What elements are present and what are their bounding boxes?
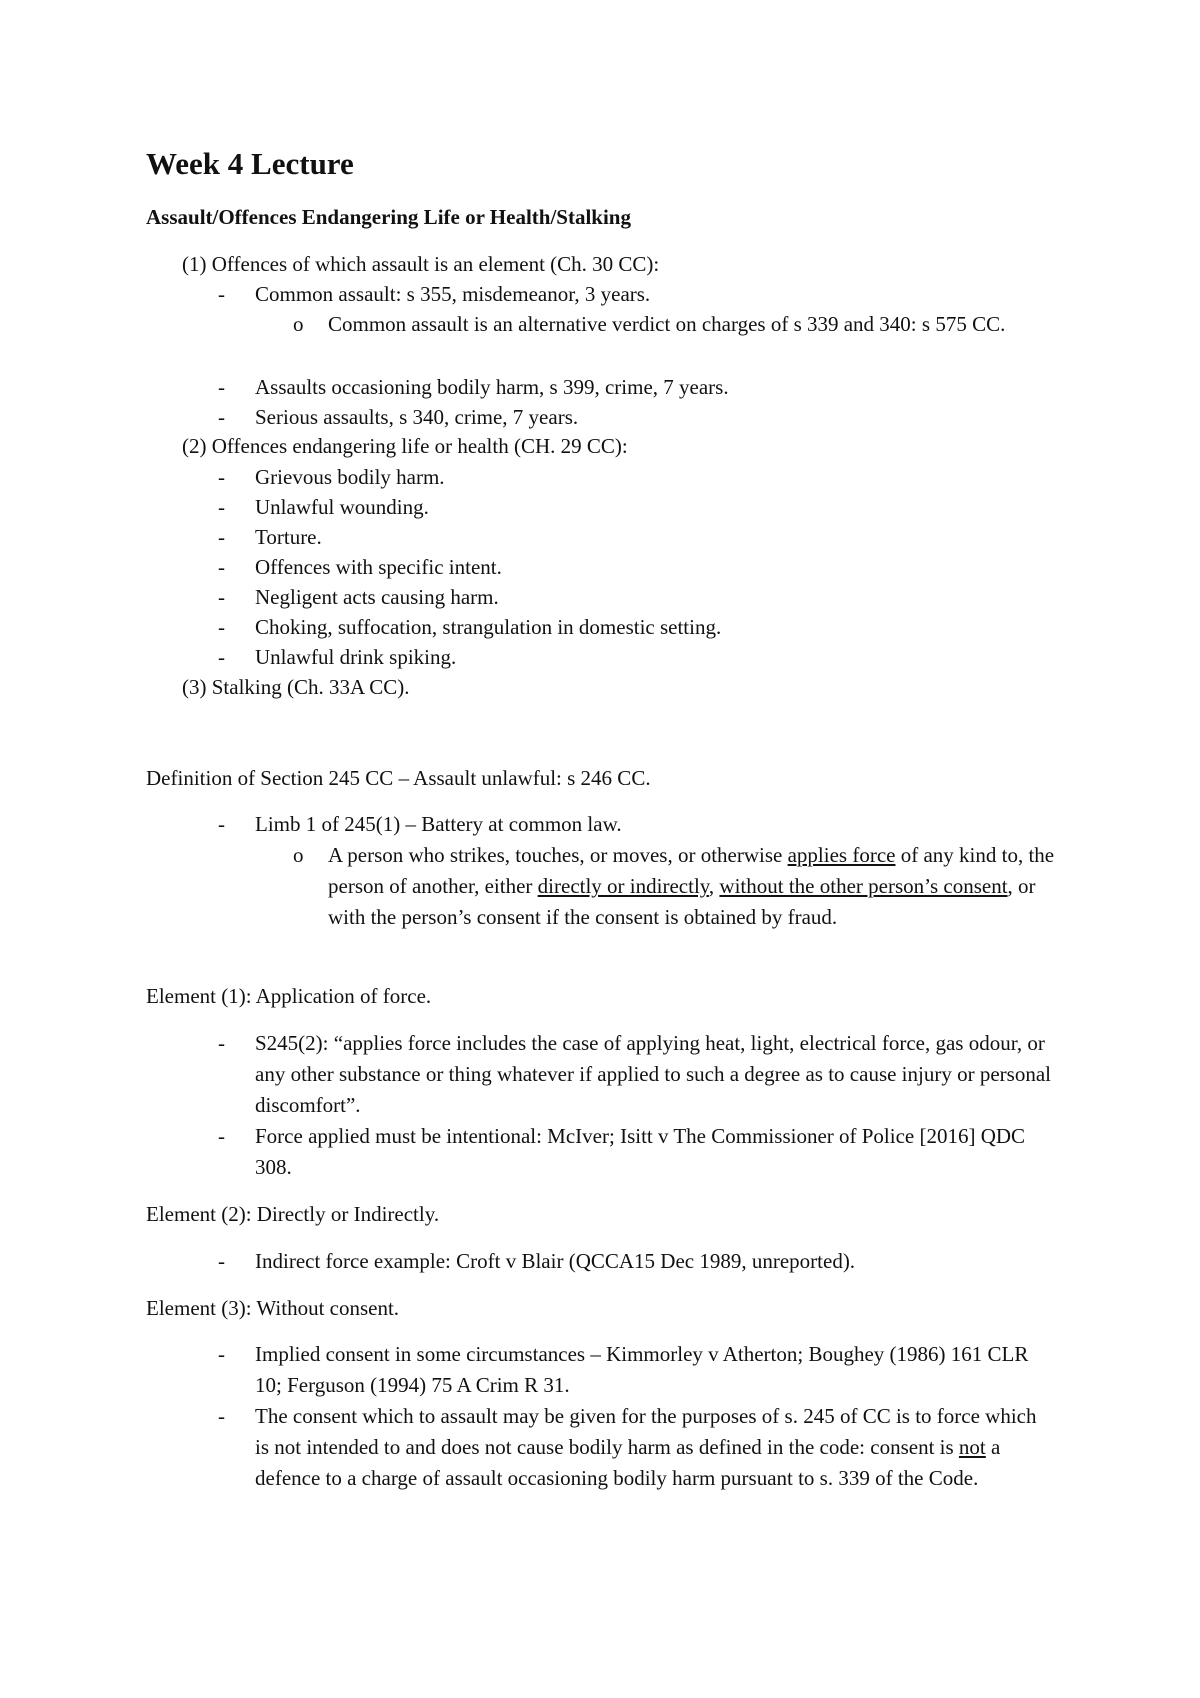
list-item: Offences with specific intent. [255,555,502,579]
list-item: Torture. [255,525,322,549]
underlined-text: applies force [787,843,896,867]
quote-text: of any kind to, the person of another, either [328,843,1055,898]
dash-bullet: - [218,585,225,609]
element-3-heading: Element (3): Without consent. [146,1296,400,1320]
dash-bullet: - [218,375,225,399]
underlined-text: directly or indirectly [537,874,709,898]
dash-bullet: - [218,282,225,306]
dash-bullet: - [218,405,225,429]
list-item: Unlawful wounding. [255,495,429,519]
quote-text: , [708,874,720,898]
quote-text: A person who strikes, touches, or moves, or otherwise [328,843,788,867]
list-item: Grievous bodily harm. [255,465,445,489]
definition-quote [328,840,1068,933]
dash-bullet: - [218,555,225,579]
circle-bullet: o [293,843,304,867]
underlined-text: without the other person’s consent [719,874,1008,898]
dash-bullet: - [218,1124,225,1148]
element-1-item: Force applied must be intentional: McIver; Isitt v The Commissioner of Police [2016] QDC 308. [255,1124,1026,1179]
definition-heading: Definition of Section 245 CC – Assault unlawful: s 246 CC. [146,766,651,790]
list-item: Assaults occasioning bodily harm, s 399, crime, 7 years. [255,375,729,399]
underlined-text: not [958,1435,986,1459]
dash-bullet: - [218,645,225,669]
sub-list-item: Common assault is an alternative verdict on charges of s 339 and 340: s 575 CC. [328,312,1006,336]
dash-bullet: - [218,495,225,519]
list-heading-1: (1) Offences of which assault is an element (Ch. 30 CC): [182,252,660,276]
circle-bullet: o [293,312,304,336]
element-3-item [255,1401,1055,1494]
item-text: The consent which to assault may be given for the purposes of s. 245 of CC is to force which is not intended to and does not cause bodily harm as defined in the code: consent is [255,1404,1037,1459]
element-2-item: Indirect force example: Croft v Blair (QCCA15 Dec 1989, unreported). [255,1249,856,1273]
dash-bullet: - [218,1031,225,1055]
list-item: Choking, suffocation, strangulation in domestic setting. [255,615,722,639]
dash-bullet: - [218,1342,225,1366]
page-title: Week 4 Lecture [146,146,354,181]
list-item: Serious assaults, s 340, crime, 7 years. [255,405,579,429]
dash-bullet: - [218,1249,225,1273]
dash-bullet: - [218,1404,225,1428]
list-item: Unlawful drink spiking. [255,645,457,669]
element-3-item: Implied consent in some circumstances – Kimmorley v Atherton; Boughey (1986) 161 CLR 10; Ferguson (1994) 75 A Crim R 31. [255,1342,1029,1397]
list-heading-3: (3) Stalking (Ch. 33A CC). [182,675,410,699]
dash-bullet: - [218,465,225,489]
definition-limb: Limb 1 of 245(1) – Battery at common law. [255,812,622,836]
element-1-heading: Element (1): Application of force. [146,984,432,1008]
list-item: Common assault: s 355, misdemeanor, 3 years. [255,282,651,306]
dash-bullet: - [218,615,225,639]
element-2-heading: Element (2): Directly or Indirectly. [146,1202,440,1226]
page-subtitle: Assault/Offences Endangering Life or Health/Stalking [146,205,631,229]
dash-bullet: - [218,525,225,549]
dash-bullet: - [218,812,225,836]
quote-text: , or with the person’s consent if the consent is obtained by fraud. [328,874,1036,929]
list-item: Negligent acts causing harm. [255,585,499,609]
element-1-item: S245(2): “applies force includes the case of applying heat, light, electrical force, gas odour, or any other substance or thing whatever if applied to such a degree as to cause injury or personal discomfort”. [255,1031,1051,1117]
list-heading-2: (2) Offences endangering life or health (CH. 29 CC): [182,434,628,458]
item-text: a defence to a charge of assault occasioning bodily harm pursuant to s. 339 of the Code. [255,1435,1001,1490]
